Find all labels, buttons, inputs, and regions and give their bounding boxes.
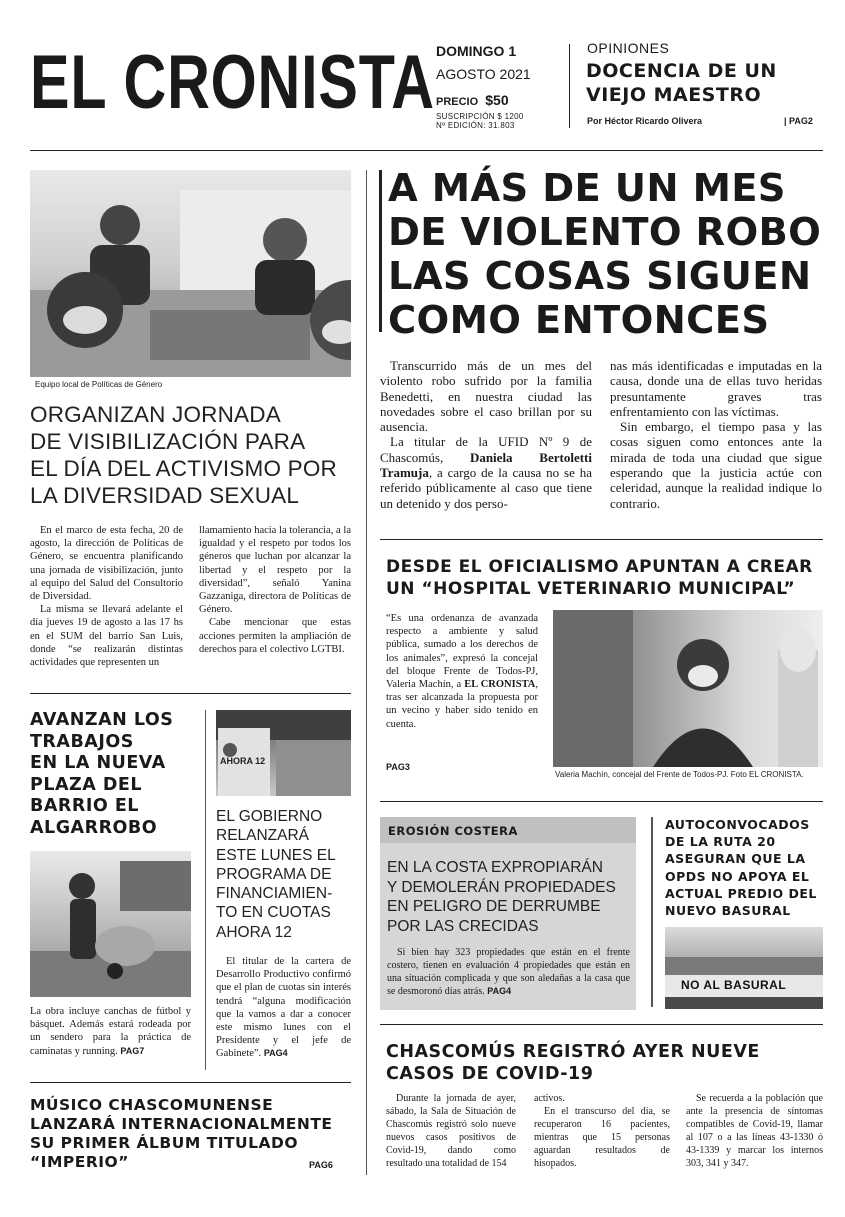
ahora12-headline: EL GOBIERNO RELANZARÁ ESTE LUNES EL PROGRAMA DE FINANCIAMIEN- TO EN CUOTAS AHORA 12	[216, 808, 336, 941]
plaza-page-ref: PAG7	[120, 1045, 145, 1056]
basural-headline: AUTOCONVOCADOS DE LA RUTA 20 ASEGURAN QUE LA OPDS NO APOYA EL ACTUAL PREDIO DEL NUEVO BASURAL	[665, 817, 817, 919]
gender-photo-caption: Equipo local de Políticas de Género	[35, 380, 163, 389]
erosion-page-ref: PAG4	[487, 986, 512, 996]
gender-body-col1: En el marco de esta fecha, 20 de agosto, la dirección de Políticas de Género, se encuentra planificando una jornada de visibilización, junto al equipo del Salud del Consultorio de Diversidad. La misma se llevará adelante el día jueves 19 de agosto a las 17 hs en el SUM del barrio San Luis, donde “se realizarán distintas actividades que representen un	[30, 525, 183, 669]
gender-bottom-rule	[30, 693, 351, 694]
robbery-body-col2: nas más identificadas e imputadas en la causa, donde una de ellas tuvo heridas presuntamente graves tras enfrentamiento con las víctimas. Sin embargo, el tiempo pasa y las cosas siguen como entonces ante la mirada de toda una ciudad que sigue esperando que la justicia actúe con celeridad, aunque la realidad indique lo contrario.	[610, 358, 822, 511]
vet-photo-caption: Valeria Machín, concejal del Frente de Todos-PJ. Foto EL CRONISTA.	[555, 770, 804, 779]
plaza-photo-illustration	[30, 851, 191, 997]
music-headline: MÚSICO CHASCOMUNENSE LANZARÁ INTERNACIONALMENTE SU PRIMER ÁLBUM TITULADO “IMPERIO”	[30, 1096, 333, 1171]
basural-protest-photo	[665, 927, 823, 1009]
gender-body-col2: llamamiento hacia la tolerancia, a la igualdad y el respeto por todos los géneros que luchan por alcanzar la libertad y el respeto por la diversidad”, señaló Yanina Gazzaniga, directora de Políticas de Género. Cabe mencionar que estas acciones permiten la ampliación de derechos para el colectivo LGTBI.	[199, 525, 351, 655]
ahora12-store-photo	[216, 710, 351, 796]
price	[436, 92, 509, 108]
gender-photo-illustration	[30, 170, 351, 377]
vet-page-ref: PAG3	[386, 762, 410, 772]
erosion-bottom-rule	[380, 1024, 823, 1025]
vet-headline: DESDE EL OFICIALISMO APUNTAN A CREAR UN “HOSPITAL VETERINARIO MUNICIPAL”	[386, 557, 813, 599]
covid-headline: CHASCOMÚS REGISTRÓ AYER NUEVE CASOS DE COVID-19	[386, 1042, 760, 1084]
erosion-headline: EN LA COSTA EXPROPIARÁN Y DEMOLERÁN PROPIEDADES EN PELIGRO DE DERRUMBE POR LAS CRECIDAS	[387, 859, 616, 935]
vet-bottom-rule	[380, 801, 823, 802]
masthead-title: EL CRONISTA	[30, 40, 435, 125]
robbery-body-col1: Transcurrido más de un mes del violento robo sufrido por la familia Benedetti, en nuestra ciudad las novedades sobre el caso brillan por su ausencia. La titular de la UFID Nº 9 de Chascomús, Daniela Bertoletti Tramuja, a cargo de la causa no se ha referido públicamente al caso que tiene un detenido y dos perso-	[380, 358, 592, 511]
ahora12-photo-illustration	[216, 710, 351, 796]
main-column-separator	[366, 170, 367, 1175]
opinion-section-label: OPINIONES	[587, 40, 670, 56]
prosecutor-name: Daniela Bertoletti Tramuja	[380, 449, 592, 481]
basural-accent-bar	[651, 817, 653, 1007]
vet-body: “Es una ordenanza de avanzada respecto a ambiente y salud pública, sumado a los derechos de los animales”, expresó la concejal del bloque Frente de Todos-PJ, Valeria Machín, a EL CRONISTA, tras ser alcanzada la propuesta por un vecino y haber sido tenido en cuenta.	[386, 613, 539, 730]
ahora12-page-ref: PAG4	[263, 1048, 288, 1059]
plaza-worker-photo	[30, 851, 191, 997]
covid-body-col1: Durante la jornada de ayer, sábado, la Sala de Situación de Chascomús registró solo nueve nuevos casos positivos de Covid-19, dando como resultado una totalidad de 154	[386, 1093, 516, 1169]
robbery-headline: A MÁS DE UN MES DE VIOLENTO ROBO LAS COSAS SIGUEN COMO ENTONCES	[388, 166, 822, 343]
edition-number: Nº EDICIÓN: 31.803	[436, 121, 515, 130]
basural-banner-text: NO AL BASURAL	[681, 978, 787, 992]
robbery-accent-bar	[379, 170, 382, 332]
ahora12-logo-text: AHORA 12	[220, 756, 266, 766]
gender-headline: ORGANIZAN JORNADA DE VISIBILIZACIÓN PARA EL DÍA DEL ACTIVISMO POR LA DIVERSIDAD SEXUAL	[30, 402, 337, 508]
erosion-box	[380, 817, 636, 1010]
vet-paper-name: EL CRONISTA	[464, 679, 536, 691]
opinion-title: DOCENCIA DE UN VIEJO MAESTRO	[586, 60, 777, 106]
gender-team-photo	[30, 170, 351, 377]
plaza-headline: AVANZAN LOS TRABAJOS EN LA NUEVA PLAZA DEL BARRIO EL ALGARROBO	[30, 710, 174, 838]
price-label: PRECIO	[436, 96, 479, 108]
price-value: $50	[485, 92, 509, 108]
masthead-divider	[569, 44, 570, 128]
basural-photo-illustration	[665, 927, 823, 1009]
masthead-bottom-rule	[30, 150, 823, 151]
covid-body-col2: activos. En el transcurso del día, se recuperaron 16 pacientes, mientras que 15 personas aguardan resultados de hisopados.	[534, 1093, 670, 1169]
issue-date: AGOSTO 2021	[436, 66, 531, 82]
erosion-kicker: EROSIÓN COSTERA	[388, 824, 518, 838]
subscription-price: SUSCRIPCIÓN $ 1200	[436, 112, 524, 121]
issue-day: DOMINGO 1	[436, 43, 517, 59]
vet-councilwoman-photo	[553, 610, 823, 767]
opinion-page: | PAG2	[784, 116, 813, 126]
plaza-body: La obra incluye canchas de fútbol y básquet. Además estará rodeada por un sendero para la práctica de caminatas y running. PAG7	[30, 1006, 191, 1057]
left-bottom-rule	[30, 1082, 351, 1083]
ahora12-body: El titular de la cartera de Desarrollo Productivo confirmó que el plan de cuotas sin interés tendrá “alguna modificación que la vamos a dar a conocer este mismo lunes con el Presidente y el jefe de Gabinete”. PAG4	[216, 956, 351, 1060]
covid-body-col3: Se recuerda a la población que ante la presencia de síntomas compatibles de Covid-19, llamar al 107 o a las líneas 43-1330 ó 43-1339 y marcar los internos 303, 341 y 347.	[686, 1093, 823, 1169]
vet-photo-illustration	[553, 610, 823, 767]
robbery-bottom-rule	[380, 539, 823, 540]
plaza-ahora-separator	[205, 710, 206, 1070]
erosion-body: Si bien hay 323 propiedades que están en el frente costero, tienen en evaluación 4 propiedades que están en una situación complicada y que son aledañas a la casa que se desmoronó días atrás. PAG4	[387, 947, 630, 997]
opinion-author: Por Héctor Ricardo Olivera	[587, 116, 703, 126]
music-page-ref: PAG6	[309, 1160, 333, 1170]
